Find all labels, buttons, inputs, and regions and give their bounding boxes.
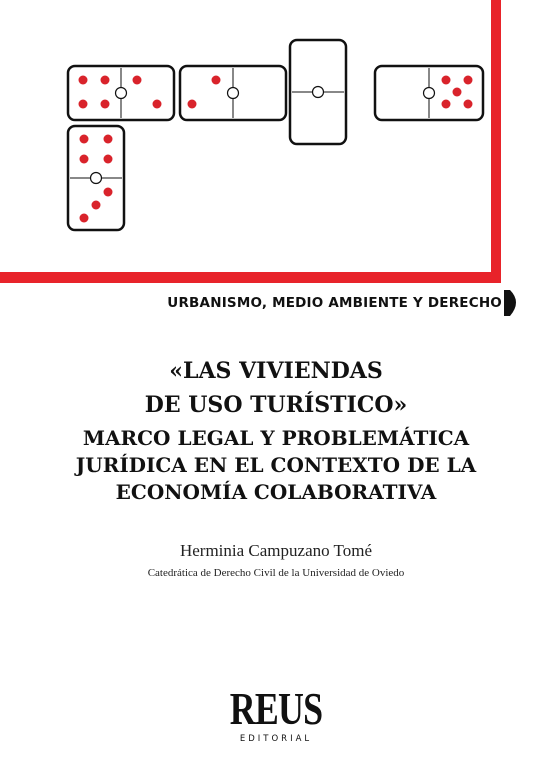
domino-tile-icon	[68, 126, 124, 230]
domino-tile-icon	[180, 66, 286, 120]
subtitle-line-1: MARCO LEGAL Y PROBLEMÁTICA	[82, 426, 470, 450]
title-line-2: DE USO TURÍSTICO»	[144, 392, 408, 418]
domino-tile-icon	[68, 66, 174, 120]
author-affiliation: Catedrática de Derecho Civil de la Universidad de Oviedo	[147, 567, 405, 579]
domino-tile-icon	[290, 40, 346, 144]
title-line-1: «LAS VIVIENDAS	[169, 358, 383, 384]
subtitle-line-3: ECONOMÍA COLABORATIVA	[115, 480, 437, 504]
domino-illustration	[0, 0, 552, 330]
domino-tile-icon	[375, 66, 483, 120]
red-vertical-bar	[491, 0, 501, 283]
publisher-logo: REUS	[229, 683, 323, 734]
author-name: Herminia Campuzano Tomé	[179, 541, 373, 560]
series-d-icon	[504, 290, 516, 316]
red-horizontal-bar	[0, 272, 501, 283]
publisher-subtitle: EDITORIAL	[239, 734, 313, 744]
series-label: URBANISMO, MEDIO AMBIENTE Y DERECHO	[167, 295, 502, 311]
subtitle-line-2: JURÍDICA EN EL CONTEXTO DE LA	[75, 453, 477, 477]
